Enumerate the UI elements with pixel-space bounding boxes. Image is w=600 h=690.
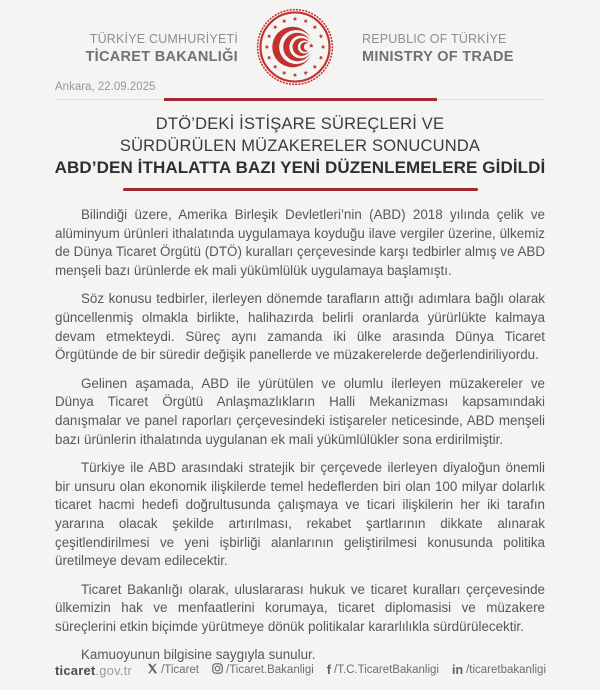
paragraph-closing: Kamuoyunun bilgisine saygıyla sunulur. xyxy=(81,647,316,663)
headline-line-1: DTÖ’DEKİ İSTİŞARE SÜREÇLERİ VE xyxy=(155,115,445,133)
linkedin-icon: in xyxy=(451,662,464,677)
social-links xyxy=(147,663,546,677)
org-tr-line1: TÜRKİYE CUMHURİYETİ xyxy=(89,32,238,46)
org-en-line2: MINISTRY OF TRADE xyxy=(362,49,514,65)
headline-line-3: ABD’DEN İTHALATTA BAZI YENİ DÜZENLEMELERE GİDİLDİ xyxy=(54,158,546,177)
social-facebook-handle: /T.C.TicaretBakanligi xyxy=(333,664,439,676)
website-bold-part: ticaret xyxy=(55,663,96,678)
org-name-english xyxy=(362,31,572,66)
social-x-link[interactable] xyxy=(147,663,199,677)
press-release-body xyxy=(55,206,545,674)
headline xyxy=(0,114,600,179)
x-twitter-icon xyxy=(147,663,158,677)
social-facebook-link[interactable] xyxy=(327,664,439,677)
headline-line-2: SÜRDÜRÜLEN MÜZAKERELER SONUCUNDA xyxy=(119,136,481,155)
paragraph-1: Bilindiği üzere, Amerika Birleşik Devletleri’nin (ABD) 2018 yılında çelik ve alüminyum ürünleri ithalatında uygulamaya koyduğu ilave vergiler üzerine, ülkemiz de Dünya Ticaret Örgütü (DTÖ) kuralları çerçevesinde karşı tedbirler almış ve ABD menşeli bazı ürünlerde ek mali yükümlülük uygulamaya başlamıştı. xyxy=(55,207,545,279)
social-instagram-handle: /Ticaret.Bakanligi xyxy=(226,664,314,676)
website-rest-part: .gov.tr xyxy=(95,663,132,678)
paragraph-5: Ticaret Bakanlığı olarak, uluslararası hukuk ve ticaret kuralları çerçevesinde ülkemizin hak ve menfaatlerini korumaya, ticaret diplomasisi ve müzakere süreçlerini etkin biçimde yürütmeye dönük politikalar kararlılıkla sürdürülecektir. xyxy=(55,581,545,635)
facebook-icon: f xyxy=(326,662,331,677)
dateline: Ankara, 22.09.2025 xyxy=(55,81,156,93)
ministry-of-trade-emblem-icon xyxy=(256,8,334,86)
org-en-line1: REPUBLIC OF TÜRKİYE xyxy=(362,32,507,46)
website-link[interactable] xyxy=(55,663,132,678)
header-divider xyxy=(55,99,545,100)
social-linkedin-link[interactable] xyxy=(452,664,546,677)
org-name-turkish xyxy=(38,31,238,66)
paragraph-4: Türkiye ile ABD arasındaki stratejik bir çerçevede ilerleyen diyaloğun önemli bir unsuru olan ekonomik ilişkilerde temel hedeflerden biri olan 100 milyar dolarlık ticaret hacmi hedefi doğrultusunda çalışmaya ve ticari ilişkilerin her iki tarafın yararına olacak şekilde artırılması, rekabet şartlarının dikkate alınarak çeşitlendirilmesi ve yeni işbirliği alanlarının geliştirilmesi konusunda politika üretilmeye devam edilecektir. xyxy=(55,459,545,569)
org-tr-line2: TİCARET BAKANLIĞI xyxy=(85,49,238,65)
paragraph-2: Söz konusu tedbirler, ilerleyen dönemde tarafların attığı adımlara bağlı olarak güncellenmiş olmakla birlikte, halihazırda belirli oranlarda yürürlükte kalmaya devam etmekteydi. Süreç aynı zamanda iki ülke arasında Dünya Ticaret Örgütünde de bir süredir değişik panellerde ve müzakerelerde değerlendiriliyordu. xyxy=(55,291,545,363)
header-divider-accent xyxy=(164,98,437,101)
social-instagram-link[interactable] xyxy=(212,663,314,677)
social-x-handle: /Ticaret xyxy=(161,664,199,676)
headline-underline xyxy=(123,188,478,191)
paragraph-3: Gelinen aşamada, ABD ile yürütülen ve olumlu ilerleyen müzakereler ve Dünya Ticaret Örgütü Anlaşmazlıkların Halli Mekanizması kapsamındaki danışmalar ve panel raporları çerçevesindeki istişareler neticesinde, ABD menşeli bazı ürünlerin ithalatında uygulanan ek mali yükümlülükler sona erdirilmiştir. xyxy=(55,375,545,447)
instagram-icon xyxy=(212,663,223,677)
social-linkedin-handle: /ticaretbakanligi xyxy=(466,664,546,676)
